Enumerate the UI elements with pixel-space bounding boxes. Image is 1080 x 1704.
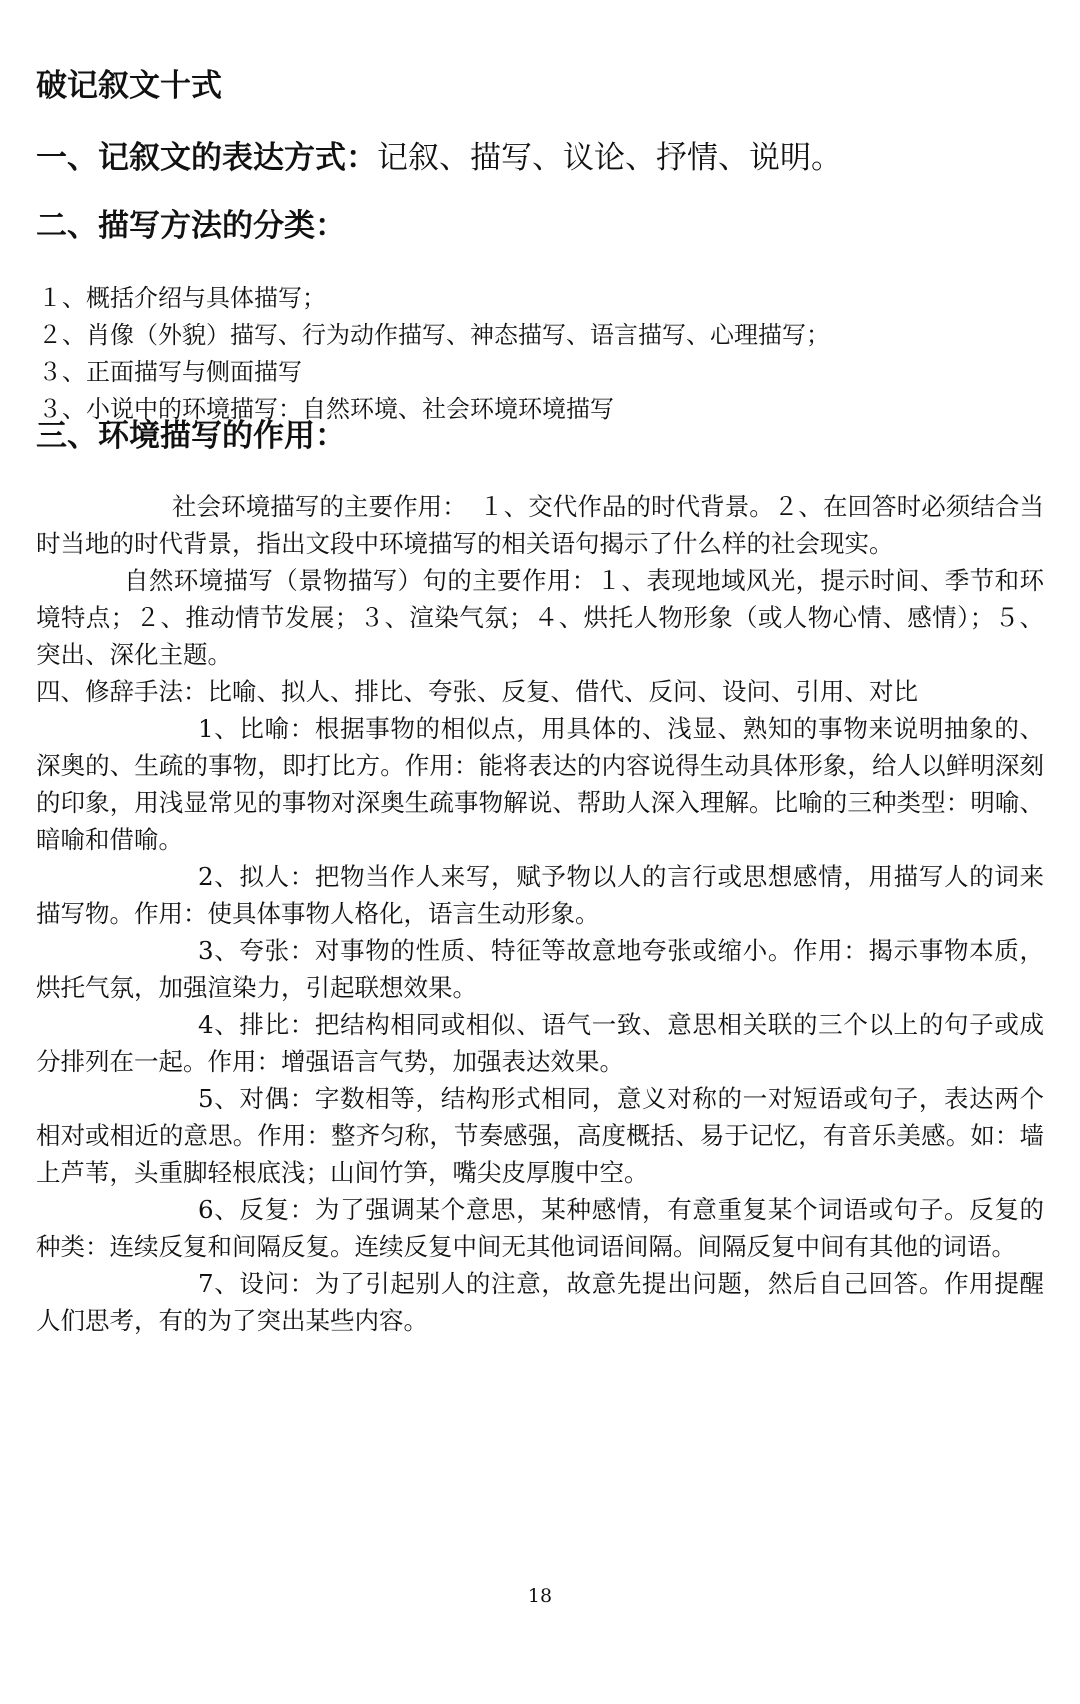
rhetoric-heading: 四、修辞手法：比喻、拟人、排比、夸张、反复、借代、反问、设问、引用、对比 [36, 677, 918, 706]
page-number: 18 [527, 1585, 553, 1607]
heading-description-types-label: 二、描写方法的分类： [36, 208, 346, 244]
list-item: ３、小说中的环境描写：自然环境、社会环境环境描写 [38, 395, 614, 423]
heading-expression-methods [36, 138, 842, 178]
heading-environment-functions [36, 416, 346, 456]
heading-expression-methods-label: 一、记叙文的表达方式： [36, 140, 377, 176]
heading-expression-methods-text: 记叙、描写、议论、抒情、说明。 [377, 140, 842, 176]
rhetoric-item-exaggeration: 3、夸张：对事物的性质、特征等故意地夸张或缩小。作用：揭示事物本质，烘托气氛，加强渲染力，引起联想效果。 [36, 936, 1044, 1002]
rhetoric-item-personification: 2、拟人：把物当作人来写，赋予物以人的言行或思想感情，用描写人的词来描写物。作用：使具体事物人格化，语言生动形象。 [36, 862, 1044, 928]
rhetoric-item-metaphor: 1、比喻：根据事物的相似点，用具体的、浅显、熟知的事物来说明抽象的、深奥的、生疏的事物，即打比方。作用：能将表达的内容说得生动具体形象，给人以鲜明深刻的印象，用浅显常见的事物对深奥生疏事物解说、帮助人深入理解。比喻的三种类型：明喻、暗喻和借喻。 [36, 714, 1044, 854]
rhetoric-item-parallelism: 4、排比：把结构相同或相似、语气一致、意思相关联的三个以上的句子或成分排列在一起。作用：增强语言气势，加强表达效果。 [36, 1010, 1044, 1076]
environment-section [36, 488, 1044, 1339]
natural-environment-paragraph: 自然环境描写（景物描写）句的主要作用：１、表现地域风光，提示时间、季节和环境特点；２、推动情节发展；３、渲染气氛；４、烘托人物形象（或人物心情、感情）；５、突出、深化主题。 [36, 566, 1044, 669]
document-title: 破记叙文十式 [36, 68, 222, 104]
list-item: ３、正面描写与侧面描写 [38, 358, 302, 386]
list-item: １、概括介绍与具体描写； [38, 284, 326, 312]
rhetoric-item-antithesis: 5、对偶：字数相等，结构形式相同，意义对称的一对短语或句子，表达两个相对或相近的意思。作用：整齐匀称，节奏感强，高度概括、易于记忆，有音乐美感。如：墙上芦苇，头重脚轻根底浅；山间竹笋，嘴尖皮厚腹中空。 [36, 1084, 1044, 1187]
rhetoric-item-rhetorical-question: 7、设问：为了引起别人的注意，故意先提出问题，然后自己回答。作用提醒人们思考，有的为了突出某些内容。 [36, 1269, 1044, 1335]
list-item: ２、肖像（外貌）描写、行为动作描写、神态描写、语言描写、心理描写； [38, 321, 830, 349]
social-environment-paragraph: 社会环境描写的主要作用： １、交代作品的时代背景。２、在回答时必须结合当时当地的时代背景，指出文段中环境描写的相关语句揭示了什么样的社会现实。 [36, 492, 1044, 558]
rhetoric-item-repetition: 6、反复：为了强调某个意思，某种感情，有意重复某个词语或句子。反复的种类：连续反复和间隔反复。连续反复中间无其他词语间隔。间隔反复中间有其他的词语。 [36, 1195, 1044, 1261]
heading-description-types [36, 206, 346, 246]
heading-environment-functions-label: 三、环境描写的作用： [36, 418, 346, 454]
description-type-list [38, 280, 1048, 428]
